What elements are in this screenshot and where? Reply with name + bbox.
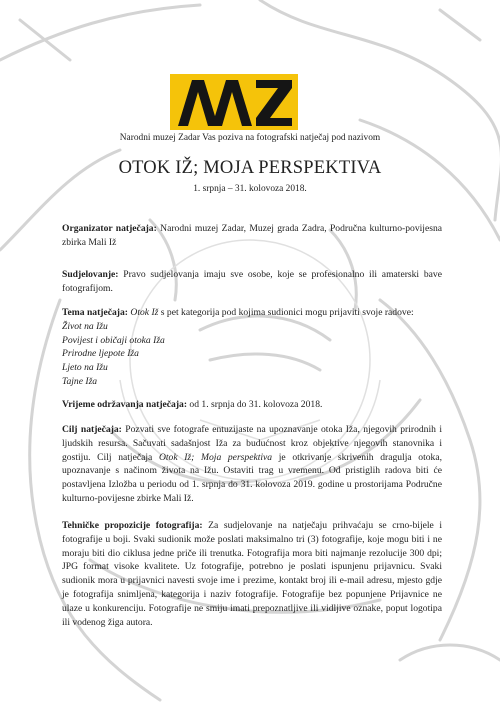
- intro-line: Narodni muzej Zadar Vas poziva na fotografski natječaj pod nazivom: [119, 133, 381, 143]
- technical-text: Za sudjelovanje na natječaju prihvaćaju se crno-bijele i fotografije u boji. Svaki sudionik može poslati maksimalno tri (3) fotografije, koje mogu biti i ne moraju biti dio ciklusa jedne priče ili trenutka. Fotografija mora biti najmanje rezolucije 300 dpi; JPG format visoke kvalitete. Uz fotografije, potrebno je poslati ispunjenu prijavnicu. Svaki sudionik mora u prijavnici navesti svoje ime i prezime, kontakt broj ili e-mail adresu, mjesto gdje je fotografija snimljena, kategorija i naziv fotografije. Fotografije bez popunjene Prijavnice ne ulaze u konkurenciju. Fotografije ne smiju imati prepoznatljive ili vidljive oznake, poput logotipa ili vodenog žiga autora.: [62, 520, 443, 628]
- theme-label: Tema natječaja:: [62, 307, 128, 318]
- organizer-section: [62, 222, 442, 250]
- participation-section: [62, 268, 442, 296]
- goal-text-2: je otkrivanje skrivenih dragulja otoka, upoznavanje s načinom života na Ižu. Ostaviti trag u vremenu. Od pristiglih radova biti će postavljena Izložba u periodu od 1. srpnja do 31. kolovoza 2019. godine u prostorijama Područne kulturno-povijesne zbirke Mali Iž.: [62, 451, 442, 504]
- period-text: od 1. srpnja do 31. kolovoza 2018.: [187, 399, 323, 410]
- technical-section: [62, 519, 442, 629]
- participation-label: Sudjelovanje:: [62, 269, 119, 280]
- page-title: OTOK IŽ; MOJA PERSPEKTIVA: [118, 158, 382, 178]
- organizer-text: Narodni muzej Zadar, Muzej grada Zadra, Područna kulturno-povijesna zbirka Mali Iž: [62, 223, 442, 248]
- period-section: [62, 398, 442, 412]
- theme-category: Prirodne ljepote Iža: [62, 348, 139, 360]
- theme-text: s pet kategorija pod kojima sudionici mogu prijaviti svoje radove:: [158, 307, 414, 318]
- goal-label: Cilj natječaja:: [62, 424, 122, 435]
- goal-text-1: Pozvati sve fotografe entuzijaste na upoznavanje otoka Iža, njegovih prirodnih i ljudskih resursa. Sačuvati sadašnjost Iža za budućnost kroz objektive njegovih stanovnika i gostiju. Cilj natječaja: [62, 424, 443, 463]
- date-range: 1. srpnja – 31. kolovoza 2018.: [193, 184, 307, 194]
- theme-category: Tajne Iža: [62, 375, 98, 387]
- theme-italic: Otok Iž: [128, 307, 159, 318]
- organizer-label: Organizator natječaja:: [62, 223, 157, 234]
- participation-text: Pravo sudjelovanja imaju sve osobe, koje se profesionalno ili amaterski bave fotografijom.: [62, 269, 442, 294]
- goal-italic: Otok Iž; Moja perspektiva: [158, 451, 273, 463]
- theme-category: Povijest i običaji otoka Iža: [62, 334, 165, 346]
- goal-section: [62, 423, 442, 506]
- technical-label: Tehničke propozicije fotografija:: [62, 520, 203, 531]
- theme-category: Ljeto na Ižu: [62, 362, 108, 374]
- museum-logo: [170, 74, 298, 130]
- period-label: Vrijeme održavanja natječaja:: [62, 399, 188, 410]
- theme-section: [62, 306, 442, 389]
- theme-category: Život na Ižu: [62, 320, 108, 332]
